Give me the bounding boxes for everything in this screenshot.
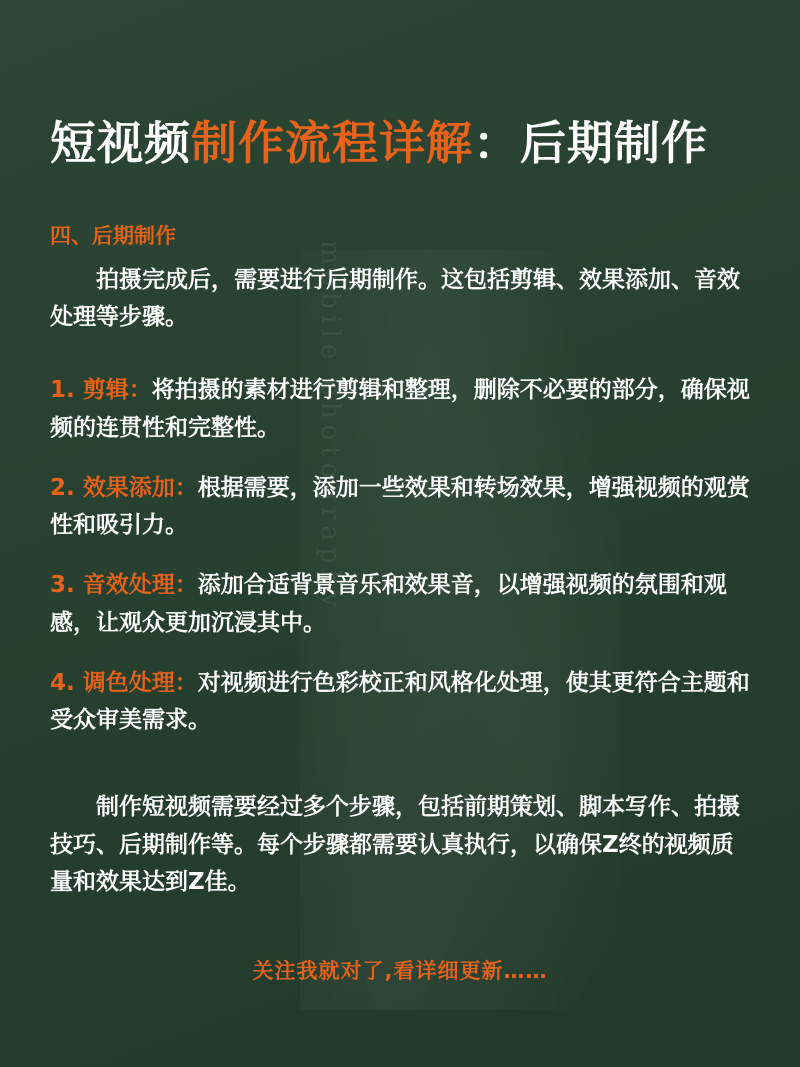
- title-part-3: ：后期制作: [473, 115, 708, 170]
- list-item-text: 添加合适背景音乐和效果音，以增强视频的氛围和观感，让观众更加沉浸其中。: [50, 572, 727, 636]
- list-item-text: 对视频进行色彩校正和风格化处理，使其更符合主题和受众审美需求。: [50, 669, 750, 734]
- watermark-text: mobile photography: [315, 240, 345, 614]
- section-post-production: [50, 220, 750, 336]
- steps-list: [50, 372, 750, 739]
- title-part-1: 短视频: [50, 115, 191, 170]
- section-intro: 拍摄完成后，需要进行后期制作。这包括剪辑、效果添加、音效处理等步骤。: [50, 266, 740, 331]
- list-item-lead: 4. 调色处理：: [50, 669, 198, 696]
- follow-call-to-action: 关注我就对了,看详细更新……: [252, 959, 548, 984]
- section-heading: 四、后期制作: [50, 224, 176, 249]
- list-item: [50, 665, 750, 740]
- list-item-text: 将拍摄的素材进行剪辑和整理，删除不必要的部分，确保视频的连贯性和完整性。: [50, 377, 750, 441]
- page-title: [50, 31, 750, 173]
- list-item-lead: 2. 效果添加：: [50, 474, 198, 501]
- list-item-lead: 1. 剪辑：: [50, 377, 152, 404]
- list-item: [50, 470, 750, 545]
- list-item-lead: 3. 音效处理：: [50, 572, 198, 599]
- list-item: [50, 567, 750, 642]
- closing-paragraph: 制作短视频需要经过多个步骤，包括前期策划、脚本写作、拍摄技巧、后期制作等。每个步骤都需要认真执行，以确保Z终的视频质量和效果达到Z佳。: [50, 794, 740, 895]
- list-item-text: 根据需要，添加一些效果和转场效果，增强视频的观赏性和吸引力。: [50, 474, 750, 539]
- title-highlight: 制作流程详解: [191, 115, 473, 170]
- list-item: [50, 372, 750, 447]
